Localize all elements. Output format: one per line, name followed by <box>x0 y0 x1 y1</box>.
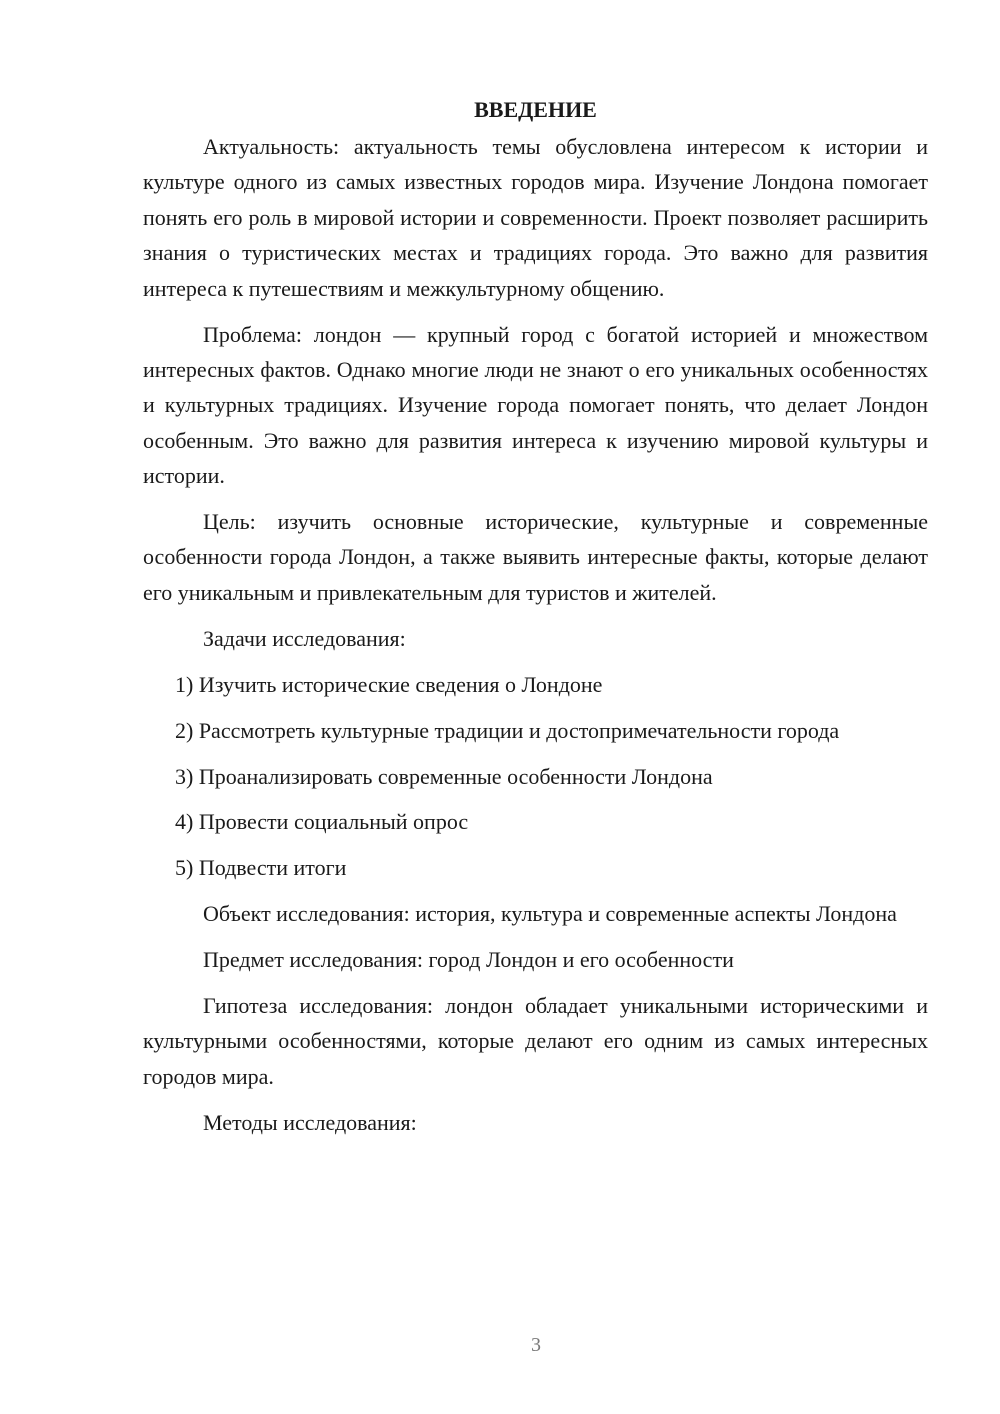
goal-paragraph: Цель: изучить основные исторические, культурные и современные особенности города Лондон, а также выявить интересные факты, которые делают его уникальным и привлекательным для туристов и жителей. <box>143 509 928 605</box>
methods-heading: Методы исследования: <box>203 1109 417 1135</box>
task-item: 3) Проанализировать современные особенности Лондона <box>175 763 713 789</box>
tasks-heading: Задачи исследования: <box>203 625 406 651</box>
object-paragraph: Объект исследования: история, культура и современные аспекты Лондона <box>203 901 897 927</box>
task-item: 5) Подвести итоги <box>175 855 347 881</box>
problem-paragraph: Проблема: лондон — крупный город с богатой историей и множеством интересных фактов. Однако многие люди не знают о его уникальных особенностях и культурных традициях. Изучение города помогает понять, что делает Лондон особенным. Это важно для развития интереса к изучению мировой культуры и истории. <box>143 321 928 489</box>
document-page <box>143 92 928 1151</box>
subject-paragraph: Предмет исследования: город Лондон и его особенности <box>203 947 734 973</box>
relevance-paragraph: Актуальность: актуальность темы обусловлена интересом к истории и культуре одного из самых известных городов мира. Изучение Лондона помогает понять его роль в мировой истории и современности. Проект позволяет расширить знания о туристических местах и традициях города. Это важно для развития интереса к путешествиям и межкультурному общению. <box>143 134 928 301</box>
section-title: ВВЕДЕНИЕ <box>474 97 597 122</box>
tasks-list <box>143 667 928 886</box>
task-item: 1) Изучить исторические сведения о Лондоне <box>175 671 603 697</box>
task-item: 2) Рассмотреть культурные традиции и достопримечательности города <box>175 717 840 743</box>
page-number: 3 <box>531 1334 541 1356</box>
task-item: 4) Провести социальный опрос <box>175 809 469 835</box>
hypothesis-paragraph: Гипотеза исследования: лондон обладает уникальными историческими и культурными особенностями, которые делают его одним из самых интересных городов мира. <box>143 993 928 1089</box>
